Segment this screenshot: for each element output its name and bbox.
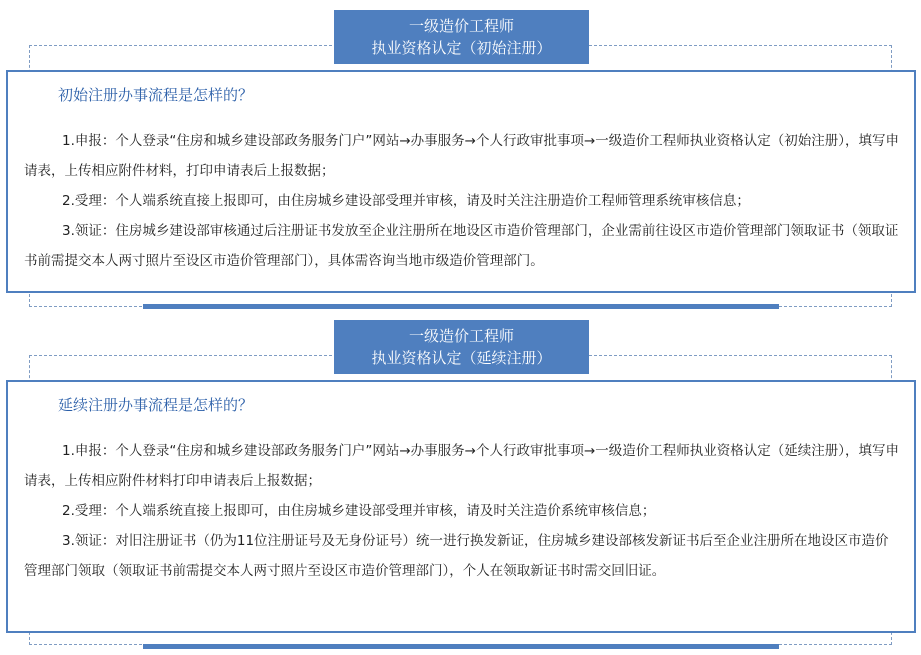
section-title-badge: [334, 10, 589, 64]
content-box: [6, 380, 916, 633]
step-apply: 1.申报：个人登录“住房和城乡建设部政务服务门户”网站→办事服务→个人行政审批事项→一级造价工程师执业资格认定（初始注册），填写申请表，上传相应附件材料，打印申请表后上报数据；: [24, 133, 900, 179]
section-initial-registration: [0, 0, 921, 310]
bottom-accent-bar: [143, 644, 779, 649]
section-heading: 延续注册办事流程是怎样的？: [58, 396, 254, 414]
title-line-1: 一级造价工程师: [408, 327, 514, 345]
steps-list: [24, 126, 900, 276]
title-line-1: 一级造价工程师: [408, 17, 514, 35]
title-line-2: 执业资格认定（延续注册）: [371, 349, 552, 367]
title-line-2: 执业资格认定（初始注册）: [371, 39, 552, 57]
step-accept: 2.受理：个人端系统直接上报即可，由住房城乡建设部受理并审核，请及时关注造价系统审核信息；: [62, 503, 656, 519]
content-box: [6, 70, 916, 293]
section-renewal-registration: [0, 310, 921, 655]
step-collect: 3.领证：对旧注册证书（仍为11位注册证号及无身份证号）统一进行换发新证，住房城乡建设部核发新证书后至企业注册所在地设区市造价管理部门领取（领取证书前需提交本人两寸照片至设区市造价管理部门），个人在领取新证书时需交回旧证。: [24, 533, 889, 579]
step-collect: 3.领证：住房城乡建设部审核通过后注册证书发放至企业注册所在地设区市造价管理部门，企业需前往设区市造价管理部门领取证书（领取证书前需提交本人两寸照片至设区市造价管理部门），具体需咨询当地市级造价管理部门。: [24, 223, 899, 269]
section-heading: 初始注册办事流程是怎样的？: [58, 86, 254, 104]
bottom-accent-bar: [143, 304, 779, 309]
steps-list: [24, 436, 900, 586]
section-title-badge: [334, 320, 589, 374]
step-apply: 1.申报：个人登录“住房和城乡建设部政务服务门户”网站→办事服务→个人行政审批事项→一级造价工程师执业资格认定（延续注册），填写申请表，上传相应附件材料打印申请表后上报数据；: [24, 443, 900, 489]
step-accept: 2.受理：个人端系统直接上报即可，由住房城乡建设部受理并审核，请及时关注注册造价工程师管理系统审核信息；: [62, 193, 750, 209]
